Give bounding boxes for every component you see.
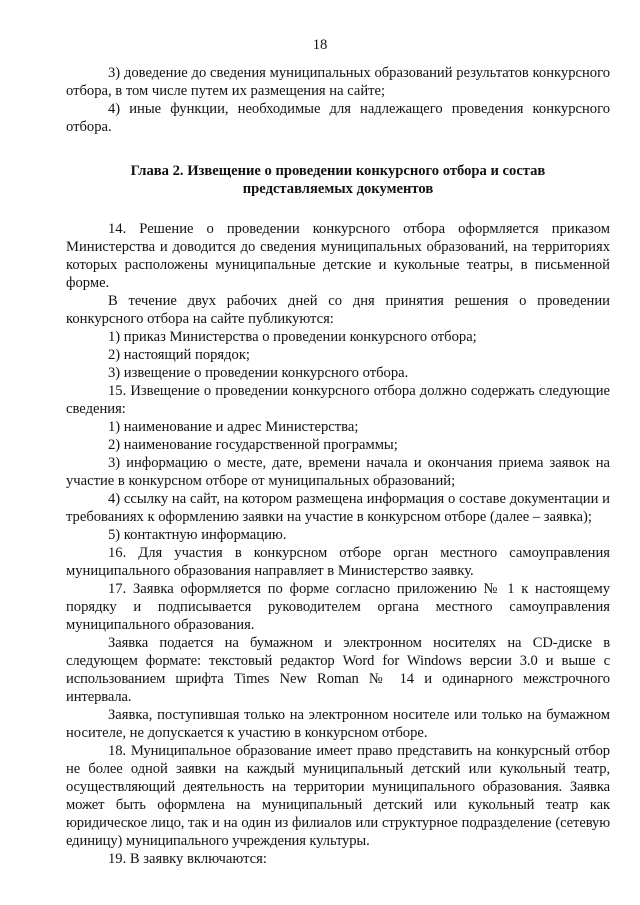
list-item-3: 3) доведение до сведения муниципальных образований результатов конкурсного отбора, в том числе путем их размещения на сайте; (66, 65, 610, 99)
paragraph-publication: В течение двух рабочих дней со дня принятия решения о проведении конкурсного отбора на сайте публикуются: (66, 293, 610, 327)
list-item-4: 4) иные функции, необходимые для надлежащего проведения конкурсного отбора. (66, 101, 610, 135)
publication-item-3: 3) извещение о проведении конкурсного отбора. (108, 365, 409, 381)
paragraph-17-media: Заявка, поступившая только на электронном носителе или только на бумажном носителе, не допускается к участию в конкурсном отборе. (66, 707, 610, 741)
document-body (66, 64, 610, 868)
publication-item-2: 2) настоящий порядок; (108, 347, 250, 363)
notice-item-2: 2) наименование государственной программы; (108, 437, 398, 453)
paragraph-15: 15. Извещение о проведении конкурсного отбора должно содержать следующие сведения: (66, 383, 610, 417)
page-number: 18 (312, 37, 328, 53)
chapter-heading-line-1: Глава 2. Извещение о проведении конкурсного отбора и состав (130, 163, 546, 179)
notice-item-1: 1) наименование и адрес Министерства; (108, 419, 359, 435)
notice-item-5: 5) контактную информацию. (108, 527, 287, 543)
paragraph-17: 17. Заявка оформляется по форме согласно приложению № 1 к настоящему порядку и подписывается руководителем органа местного самоуправления муниципального образования. (66, 581, 610, 633)
paragraph-18: 18. Муниципальное образование имеет право представить на конкурсный отбор не более одной заявки на каждый муниципальный детский или кукольный театр, осуществляющий деятельность на территории муниципального образования. Заявка может быть оформлена на муниципальный детский или кукольный театр как юридическое лицо, так и на один из филиалов или структурное подразделение (сетевую единицу) муниципального учреждения культуры. (66, 743, 610, 849)
publication-item-1: 1) приказ Министерства о проведении конкурсного отбора; (108, 329, 477, 345)
notice-item-3: 3) информацию о месте, дате, времени начала и окончания приема заявок на участие в конкурсном отборе от муниципальных образований; (66, 455, 610, 489)
paragraph-16: 16. Для участия в конкурсном отборе орган местного самоуправления муниципального образования направляет в Министерство заявку. (66, 545, 610, 579)
chapter-heading (66, 162, 610, 198)
paragraph-17-format: Заявка подается на бумажном и электронном носителях на CD-диске в следующем формате: текстовый редактор Word for Windows версии 3.0 и выше с использованием шрифта Times New Roman № 14 и одинарного межстрочного интервала. (66, 635, 610, 705)
notice-item-4: 4) ссылку на сайт, на котором размещена информация о составе документации и требованиях к оформлению заявки на участие в конкурсном отборе (далее – заявка); (66, 491, 610, 525)
chapter-heading-line-2: представляемых документов (242, 181, 434, 197)
paragraph-14: 14. Решение о проведении конкурсного отбора оформляется приказом Министерства и доводится до сведения муниципальных образований, на территориях которых расположены муниципальные детские и кукольные театры, в письменной форме. (66, 221, 610, 291)
paragraph-19: 19. В заявку включаются: (108, 851, 267, 867)
